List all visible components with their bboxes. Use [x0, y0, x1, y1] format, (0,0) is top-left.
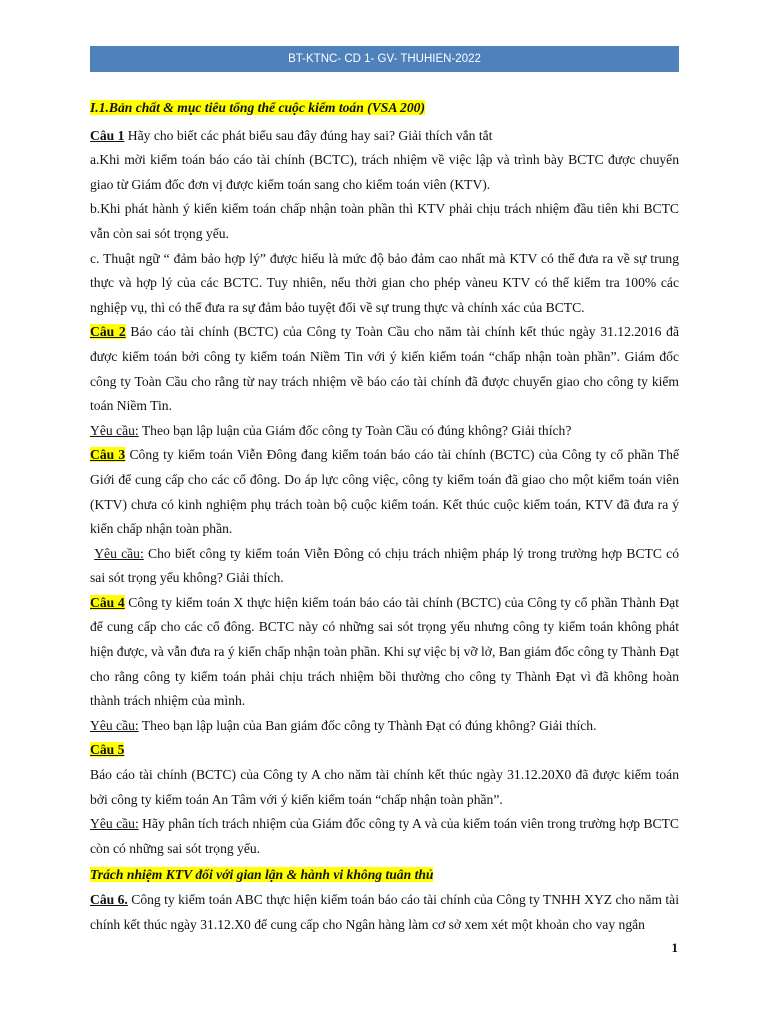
question-2-label: Câu 2 — [90, 324, 126, 340]
question-1-item-c: c. Thuật ngữ “ đảm bảo hợp lý” được hiểu là mức độ bảo đảm cao nhất mà KTV có thể đưa ra về sự trung thực và hợp lý của các BCTC. Tuy nhiên, nếu thời gian cho phép vàneu KTV có thể kiểm tra 100% các nghiệp vụ, thì có thể đưa ra sự đảm bảo tuyệt đối về sự trung thực và chính xác của BCTC. — [90, 250, 679, 315]
question-4-label: Câu 4 — [90, 594, 125, 610]
question-5-text: Báo cáo tài chính (BCTC) của Công ty A cho năm tài chính kết thúc ngày 31.12.20X0 đã được kiểm toán bởi công ty kiểm toán An Tâm với ý kiến kiểm toán “chấp nhận toàn phần”. — [90, 767, 679, 807]
question-1-intro: Hãy cho biết các phát biểu sau đây đúng hay sai? Giải thích vắn tắt — [124, 127, 493, 143]
document-header-banner: BT-KTNC- CD 1- GV- THUHIEN-2022 — [90, 46, 679, 72]
question-4 — [90, 591, 679, 714]
question-6 — [90, 888, 679, 937]
question-6-label: Câu 6. — [90, 892, 128, 907]
question-3 — [90, 443, 679, 541]
page-number: 1 — [671, 940, 678, 955]
question-2 — [90, 320, 679, 418]
requirement-label: Yêu cầu: — [90, 816, 139, 832]
question-3-text: Công ty kiểm toán Viễn Đông đang kiểm toán báo cáo tài chính (BCTC) của Công ty cổ phần Thế Giới để cung cấp cho các cổ đông. Do áp lực công việc, công ty kiểm toán đã giao cho một kiểm toán viên (KTV) chưa có kinh nghiệm phụ trách toàn bộ cuộc kiểm toán. Kết thúc cuộc kiểm toán, KTV đã đưa ra ý kiến chấp nhận toàn phần. — [90, 447, 679, 537]
question-1-item-a: a.Khi mời kiểm toán báo cáo tài chính (BCTC), trách nhiệm về việc lập và trình bày BCTC được chuyển giao từ Giám đốc đơn vị được kiểm toán sang cho kiểm toán viên (KTV). — [90, 152, 679, 192]
requirement-text: Theo bạn lập luận của Ban giám đốc công ty Thành Đạt có đúng không? Giải thích. — [138, 717, 597, 733]
requirement-text: Cho biết công ty kiểm toán Viễn Đông có chịu trách nhiệm pháp lý trong trường hợp BCTC có sai sót trọng yếu không? Giải thích. — [90, 545, 679, 586]
question-2-requirement — [90, 419, 679, 444]
question-5-label: Câu 5 — [90, 742, 125, 758]
question-6-text: Công ty kiểm toán ABC thực hiện kiểm toán báo cáo tài chính của Công ty TNHH XYZ cho năm tài chính kết thúc ngày 31.12.X0 để cung cấp cho Ngân hàng làm cơ sở xem xét một khoản cho vay ngắn — [90, 892, 679, 932]
requirement-label: Yêu cầu: — [94, 545, 144, 561]
question-1 — [90, 124, 679, 149]
question-5-requirement — [90, 812, 679, 861]
document-body — [90, 96, 679, 937]
section-heading-vsa200: I.1.Bản chất & mục tiêu tổng thể cuộc kiểm toán (VSA 200) — [90, 100, 425, 115]
question-3-label: Câu 3 — [90, 447, 126, 463]
question-3-requirement — [90, 542, 679, 591]
question-2-text: Báo cáo tài chính (BCTC) của Công ty Toàn Cầu cho năm tài chính kết thúc ngày 31.12.2016 đã được kiểm toán bởi công ty kiểm toán Niềm Tin với ý kiến kiểm toán “chấp nhận toàn phần”. Giám đốc công ty Toàn Cầu cho rằng từ nay trách nhiệm về báo cáo tài chính đã được chuyển giao cho công ty kiểm toán Niềm Tin. — [90, 324, 679, 414]
question-4-text: Công ty kiểm toán X thực hiện kiểm toán báo cáo tài chính (BCTC) của Công ty cổ phần Thành Đạt để cung cấp cho các cổ đông. BCTC này có những sai sót trọng yếu nhưng công ty kiểm toán không phát hiện được, và vẫn đưa ra ý kiến chấp nhận toàn phần. Khi sự việc bị vỡ lở, Ban giám đốc công ty Thành Đạt cho rằng công ty kiểm toán phải chịu trách nhiệm bồi thường cho công ty Thành Đạt vì đã không hoàn thành trách nhiệm của mình. — [90, 594, 679, 709]
question-5 — [90, 738, 679, 763]
question-1-label: Câu 1 — [90, 127, 125, 143]
question-1-item-b: b.Khi phát hành ý kiến kiểm toán chấp nhận toàn phần thì KTV phải chịu trách nhiệm đầu tiên khi BCTC vẫn còn sai sót trọng yếu. — [90, 201, 679, 241]
section-heading-fraud: Trách nhiệm KTV đối với gian lận & hành vi không tuân thủ — [90, 867, 434, 883]
requirement-text: Theo bạn lập luận của Giám đốc công ty Toàn Cầu có đúng không? Giải thích? — [138, 422, 572, 438]
requirement-text: Hãy phân tích trách nhiệm của Giám đốc công ty A và của kiểm toán viên trong trường hợp BCTC còn có những sai sót trọng yếu. — [90, 816, 679, 856]
requirement-label: Yêu cầu: — [90, 717, 139, 733]
requirement-label: Yêu cầu: — [90, 422, 139, 438]
question-4-requirement — [90, 714, 679, 739]
